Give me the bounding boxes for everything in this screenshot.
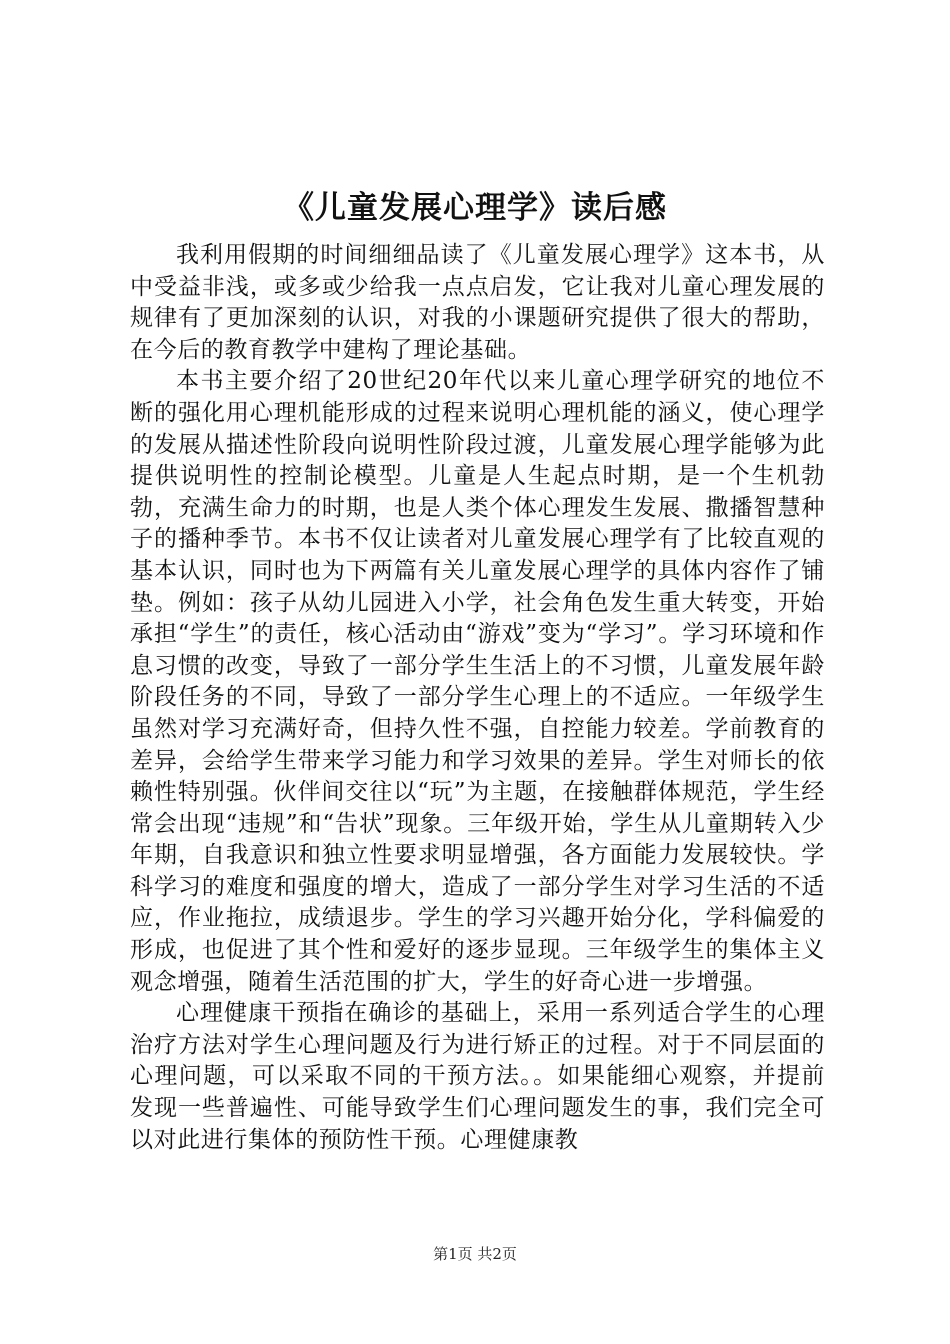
document-title: 《儿童发展心理学》读后感 bbox=[283, 190, 667, 226]
page-number-footer: 第1页 共2页 bbox=[433, 1245, 517, 1263]
document-body bbox=[130, 240, 825, 1156]
paragraph-1: 我利用假期的时间细细品读了《儿童发展心理学》这本书，从中受益非浅，或多或少给我一点点启发，它让我对儿童心理发展的规律有了更加深刻的认识，对我的小课题研究提供了很大的帮助，在今后的教育教学中建构了理论基础。 bbox=[130, 242, 825, 363]
paragraph-2: 本书主要介绍了20世纪20年代以来儿童心理学研究的地位不断的强化用心理机能形成的过程来说明心理机能的涵义，使心理学的发展从描述性阶段向说明性阶段过渡，儿童发展心理学能够为此提供说明性的控制论模型。儿童是人生起点时期，是一个生机勃勃，充满生命力的时期，也是人类个体心理发生发展、撒播智慧种子的播种季节。本书不仅让读者对儿童发展心理学有了比较直观的基本认识，同时也为下两篇有关儿童发展心理学的具体内容作了铺垫。例如：孩子从幼儿园进入小学，社会角色发生重大转变，开始承担“学生”的责任，核心活动由“游戏”变为“学习”。学习环境和作息习惯的改变，导致了一部分学生生活上的不习惯，儿童发展年龄阶段任务的不同，导致了一部分学生心理上的不适应。一年级学生虽然对学习充满好奇，但持久性不强，自控能力较差。学前教育的差异，会给学生带来学习能力和学习效果的差异。学生对师长的依赖性特别强。伙伴间交往以“玩”为主题，在接触群体规范，学生经常会出现“违规”和“告状”现象。三年级开始，学生从儿童期转入少年期，自我意识和独立性要求明显增强，各方面能力发展较快。学科学习的难度和强度的增大，造成了一部分学生对学习生活的不适应，作业拖拉，成绩退步。学生的学习兴趣开始分化，学科偏爱的形成，也促进了其个性和爱好的逐步显现。三年级学生的集体主义观念增强，随着生活范围的扩大，学生的好奇心进一步增强。 bbox=[130, 368, 825, 995]
paragraph-3: 心理健康干预指在确诊的基础上，采用一系列适合学生的心理治疗方法对学生心理问题及行为进行矫正的过程。对于不同层面的心理问题，可以采取不同的干预方法。。如果能细心观察，并提前发现一些普遍性、可能导致学生们心理问题发生的事，我们完全可以对此进行集体的预防性干预。心理健康教 bbox=[130, 1000, 825, 1153]
